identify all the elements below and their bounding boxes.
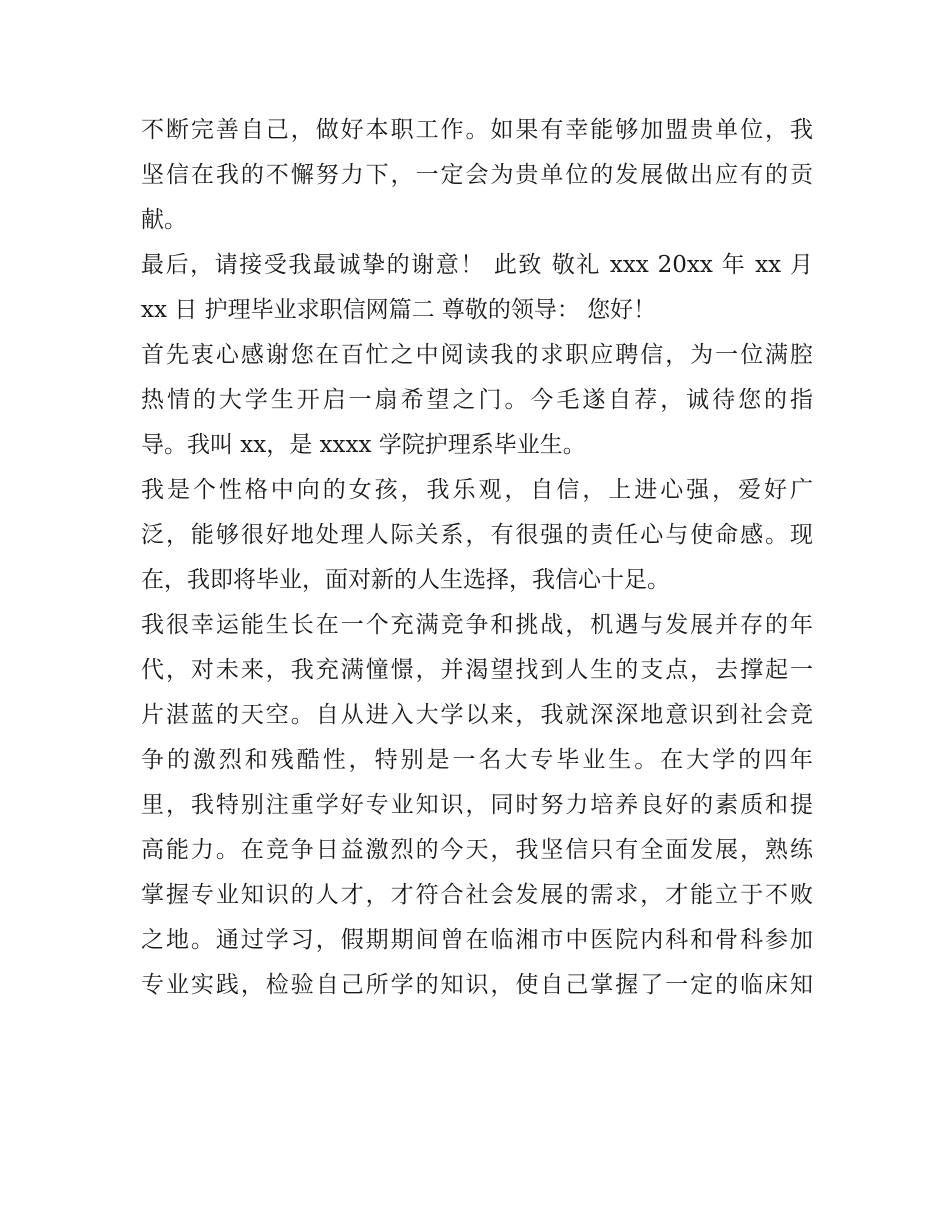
- text-line: 首先衷心感谢您在百忙之中阅读我的求职应聘信，为一位满腔: [141, 342, 813, 368]
- text-line: 专业实践，检验自己所学的知识，使自己掌握了一定的临床知: [141, 972, 813, 998]
- text-line: 热情的大学生开启一扇希望之门。今毛遂自荐，诚待您的指: [141, 387, 813, 413]
- text-line: 代，对未来，我充满憧憬，并渴望找到人生的支点，去撑起一: [141, 657, 813, 683]
- text-line: 之地。通过学习，假期期间曾在临湘市中医院内科和骨科参加: [141, 927, 813, 953]
- text-line: 我是个性格中向的女孩，我乐观，自信，上进心强，爱好广: [141, 477, 813, 503]
- text-line: 不断完善自己，做好本职工作。如果有幸能够加盟贵单位，我: [141, 117, 813, 143]
- text-line: 献。: [141, 207, 187, 233]
- text-line: 我很幸运能生长在一个充满竞争和挑战，机遇与发展并存的年: [141, 612, 813, 638]
- text-line: 里，我特别注重学好专业知识，同时努力培养良好的素质和提: [141, 792, 813, 818]
- text-line: 泛，能够很好地处理人际关系，有很强的责任心与使命感。现: [141, 522, 813, 548]
- text-line: 在，我即将毕业，面对新的人生选择，我信心十足。: [141, 567, 670, 593]
- text-line: 掌握专业知识的人才，才符合社会发展的需求，才能立于不败: [141, 882, 813, 908]
- text-line: 片湛蓝的天空。自从进入大学以来，我就深深地意识到社会竞: [141, 702, 813, 728]
- text-line: 最后，请接受我最诚挚的谢意！ 此致 敬礼 xxx 20xx 年 xx 月: [141, 252, 813, 278]
- letter-body: [141, 108, 813, 1008]
- text-line: 高能力。在竞争日益激烈的今天，我坚信只有全面发展，熟练: [141, 837, 813, 863]
- text-line: 争的激烈和残酷性，特别是一名大专毕业生。在大学的四年: [141, 747, 813, 773]
- text-line: 坚信在我的不懈努力下，一定会为贵单位的发展做出应有的贡: [141, 162, 813, 188]
- text-line: xx 日 护理毕业求职信网篇二 尊敬的领导： 您好！: [141, 297, 657, 323]
- text-line: 导。我叫 xx，是 xxxx 学院护理系毕业生。: [141, 432, 586, 458]
